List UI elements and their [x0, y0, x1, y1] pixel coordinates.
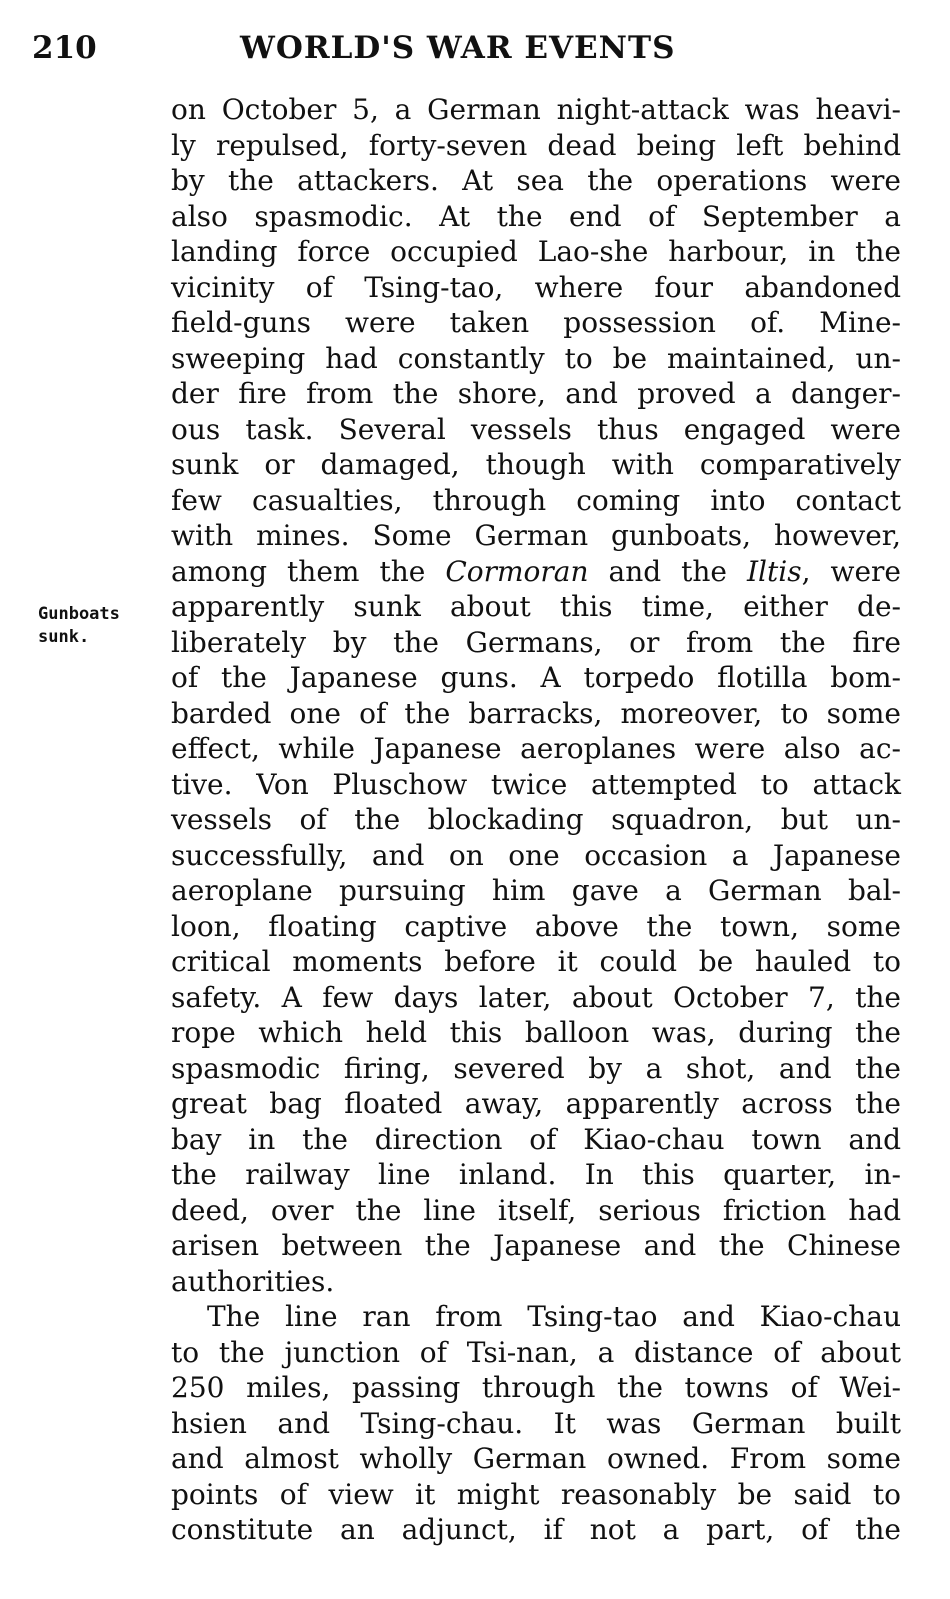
- text-line: to the junction of Tsi-nan, a distance of about: [171, 1335, 901, 1369]
- text-line: vessels of the blockading squadron, but un-: [171, 803, 901, 836]
- text-line: the railway line inland. In this quarter, in-: [171, 1158, 901, 1191]
- text-line: vicinity of Tsing-tao, where four abandoned: [171, 270, 901, 304]
- text-segment: among them the: [171, 554, 446, 588]
- text-line: on October 5, a German night-attack was heavi-: [171, 93, 901, 126]
- text-segment: and the: [588, 554, 747, 588]
- text-line: with mines. Some German gunboats, however,: [171, 519, 901, 552]
- ship-name-iltis: Iltis: [747, 554, 802, 588]
- text-line: sunk or damaged, though with comparatively: [171, 448, 901, 481]
- text-line: successfully, and on one occasion a Japanese: [171, 838, 901, 872]
- text-segment: , were: [801, 554, 901, 588]
- text-line: landing force occupied Lao-she harbour, in the: [171, 235, 901, 268]
- text-line: of the Japanese guns. A torpedo flotilla bom-: [171, 661, 901, 694]
- text-line: safety. A few days later, about October 7, the: [171, 980, 901, 1014]
- margin-note: [38, 603, 120, 649]
- text-line: 250 miles, passing through the towns of Wei-: [171, 1371, 901, 1404]
- ship-name-cormoran: Cormoran: [445, 554, 589, 588]
- text-line: also spasmodic. At the end of September a: [171, 199, 901, 233]
- text-line: spasmodic firing, severed by a shot, and the: [171, 1051, 901, 1085]
- body-text: [171, 92, 901, 1548]
- page-number: 210: [32, 30, 97, 66]
- text-line: aeroplane pursuing him gave a German bal-: [171, 874, 901, 907]
- text-line: great bag floated away, apparently across the: [171, 1087, 901, 1120]
- margin-note-line: sunk.: [38, 627, 90, 647]
- text-line: ly repulsed, forty-seven dead being left behind: [171, 128, 901, 162]
- text-line: field-guns were taken possession of. Mine-: [171, 306, 901, 339]
- text-line: arisen between the Japanese and the Chinese: [171, 1229, 901, 1262]
- text-line: effect, while Japanese aeroplanes were also ac-: [171, 732, 901, 765]
- text-line: critical moments before it could be hauled to: [171, 945, 901, 978]
- text-line: hsien and Tsing-chau. It was German built: [171, 1406, 901, 1440]
- text-line: barded one of the barracks, moreover, to some: [171, 696, 901, 730]
- text-line: by the attackers. At sea the operations were: [171, 164, 901, 197]
- text-line: loon, floating captive above the town, some: [171, 909, 901, 943]
- running-title: WORLD'S WAR EVENTS: [240, 30, 676, 66]
- text-line: bay in the direction of Kiao-chau town and: [171, 1122, 901, 1156]
- text-line: and almost wholly German owned. From some: [171, 1442, 901, 1475]
- text-line: der fire from the shore, and proved a danger-: [171, 377, 901, 410]
- text-line: sweeping had constantly to be maintained, un-: [171, 341, 901, 375]
- text-line: The line ran from Tsing-tao and Kiao-chau: [207, 1300, 901, 1333]
- text-line: constitute an adjunct, if not a part, of the: [171, 1513, 901, 1546]
- text-line: apparently sunk about this time, either de-: [171, 590, 901, 623]
- text-line: rope which held this balloon was, during the: [171, 1016, 901, 1049]
- text-line: authorities.: [171, 1264, 335, 1298]
- text-line: liberately by the Germans, or from the fire: [171, 625, 901, 659]
- text-line: tive. Von Pluschow twice attempted to attack: [171, 767, 901, 801]
- text-line: few casualties, through coming into contact: [171, 483, 901, 517]
- text-line: points of view it might reasonably be said to: [171, 1477, 901, 1511]
- text-line: ous task. Several vessels thus engaged were: [171, 412, 901, 446]
- text-line: deed, over the line itself, serious friction had: [171, 1193, 901, 1227]
- margin-note-line: Gunboats: [38, 604, 120, 624]
- text-line: [171, 554, 901, 590]
